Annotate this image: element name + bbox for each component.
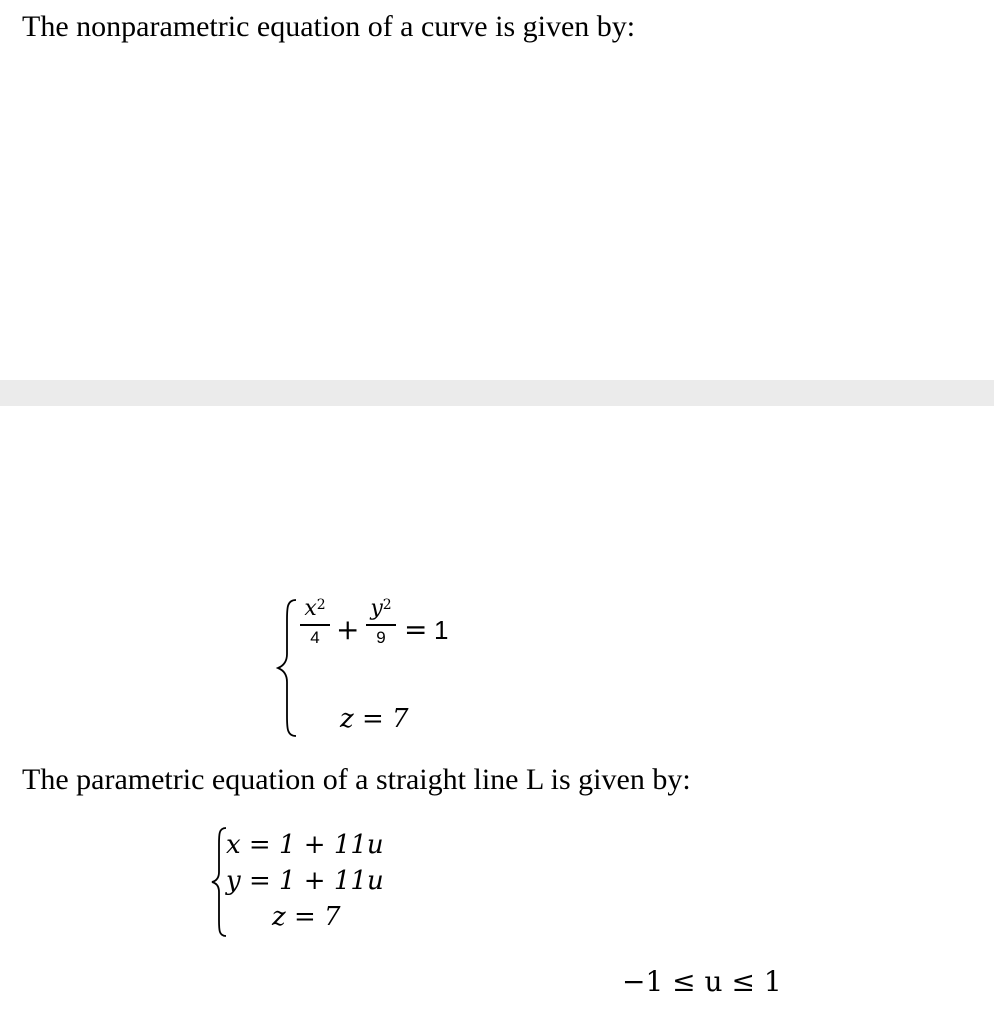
y-fraction-bar [366,624,396,626]
equals-sign: = [404,613,428,646]
y-exponent: 2 [382,597,392,613]
x-fraction-bar [300,624,330,626]
curve-z-equation: z = 7 [340,704,409,734]
curve-rhs-value: 1 [434,615,449,645]
x-variable: x [304,596,317,621]
plus-sign: + [336,613,360,646]
line-intro-text: The parametric equation of a straight line L is given by: [22,763,691,796]
x-denominator: 4 [310,628,320,647]
x-squared-over-4 [298,598,332,647]
curve-equation-system [276,598,476,734]
y-denominator: 9 [376,628,386,647]
line-y-equation: y = 1 + 11u [226,866,384,896]
curve-intro-text: The nonparametric equation of a curve is given by: [22,10,636,43]
x-exponent: 2 [316,597,326,613]
line-x-equation: x = 1 + 11u [226,830,384,860]
parameter-range: −1 ≤ u ≤ 1 [622,965,782,998]
line-equation-system [210,826,430,938]
y-squared-over-9 [364,598,398,647]
line-z-equation: z = 7 [272,902,341,932]
y-variable: y [370,596,383,621]
curve-left-brace [276,598,298,738]
separator-band [0,380,994,406]
